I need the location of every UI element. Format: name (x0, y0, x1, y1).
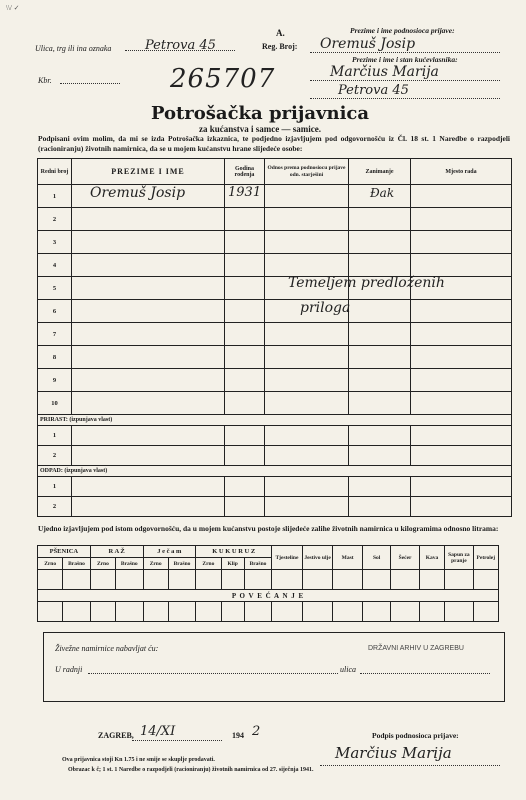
table-row (38, 446, 512, 466)
stock-increase-row (38, 602, 499, 622)
stock-group-barley: J e č a m (143, 546, 196, 558)
stock-sub-header: Brašno (116, 558, 143, 570)
table-row (38, 392, 512, 415)
stock-pasta: Tjesteline (272, 546, 303, 570)
stock-soap: Sapun za pranje (445, 546, 473, 570)
row-number: 3 (38, 231, 72, 254)
purchase-label: Živežne namirnice nabavljat ću: (55, 644, 159, 653)
prirast-label: PRIRAST: (izpunjava vlast) (38, 415, 512, 426)
col-header-year: Godina rođenja (225, 159, 265, 185)
table-row (38, 254, 512, 277)
footer-year: 194 (232, 731, 244, 740)
kbr-line (60, 83, 120, 84)
kbr-label: Kbr. (38, 76, 52, 85)
stock-oil: Jestivo ulje (302, 546, 333, 570)
footer-date: 14/XI (140, 724, 176, 739)
table-row (38, 497, 512, 517)
landlord-label: Prezime i ime i stan kućevlasnika: (352, 55, 458, 64)
stock-salt: Sol (362, 546, 390, 570)
persons-table (37, 158, 512, 517)
row-number: 4 (38, 254, 72, 277)
footer-year-hand: 2 (252, 724, 261, 739)
table-row (38, 208, 512, 231)
table-row (38, 323, 512, 346)
reg-label: Reg. Broj: (262, 42, 298, 51)
stock-sugar: Šećer (391, 546, 419, 570)
stock-sub-header: Brašno (63, 558, 90, 570)
row-number: 10 (38, 392, 72, 415)
form-subtitle: za kućanstva i samce — samice. (199, 124, 321, 134)
row-number: 2 (38, 208, 72, 231)
legal-note: Obrazac k č; 1 st. 1 Naredbe o razpodjeli (racioniranju) životnih namirnica od 27. siječnja 1941. (68, 767, 314, 773)
col-header-number: Redni broj (38, 159, 72, 185)
row-number: 8 (38, 346, 72, 369)
row1-name: Oremuš Josip (90, 185, 186, 201)
stock-values-row (38, 570, 499, 590)
stock-group-rye: R A Ž (90, 546, 143, 558)
row-number: 1 (38, 477, 72, 497)
landlord-address: Petrova 45 (338, 83, 409, 98)
table-row (38, 300, 512, 323)
form-title: Potrošačka prijavnica (150, 103, 370, 124)
stock-sub-header: Brašno (244, 558, 271, 570)
applicant-line (310, 52, 500, 53)
table-row (38, 231, 512, 254)
odpad-label: ODPAD: (izpunjava vlast) (38, 466, 512, 477)
signature-line (320, 765, 500, 766)
form-letter: A. (276, 28, 285, 38)
stock-sub-header: Zrno (143, 558, 168, 570)
stock-sub-header: Klip (221, 558, 244, 570)
row-number: 2 (38, 497, 72, 517)
applicant-label: Prezime i ime podnosioca prijave: (350, 26, 455, 35)
landlord-line-1 (310, 80, 500, 81)
street-value: Petrova 45 (145, 38, 216, 53)
row-number: 9 (38, 369, 72, 392)
table-row (38, 426, 512, 446)
row-number: 5 (38, 277, 72, 300)
stock-group-corn: K U K U R U Z (196, 546, 272, 558)
intro-text: Podpisani ovim molim, da mi se izda Potrošačka izkaznica, te podjedno izjavljujem pod odgovornošću iz Čl. 18 st. 1 Naredbe o razpodjeli (racioniranju) životnih namirnica, da se u mojem kućanstvu hrane slijedeće osobe: (38, 134, 510, 153)
top-mark: \\/ ✓ (6, 4, 20, 12)
stock-lard: Mast (333, 546, 363, 570)
col-header-relation: Odnos prema podnosiocu prijave odn. starješini (265, 159, 349, 185)
row-number: 1 (38, 426, 72, 446)
archive-stamp: DRŽAVNI ARHIV U ZAGREBU (368, 645, 464, 652)
stocks-table (37, 545, 499, 622)
purchase-box (43, 632, 505, 702)
row-number: 6 (38, 300, 72, 323)
table-row (38, 369, 512, 392)
signature: Marčius Marija (335, 744, 452, 762)
note-line-1: Temeljem predloženih (288, 275, 445, 291)
stock-coffee: Kava (419, 546, 444, 570)
signature-label: Podpis podnosioca prijave: (372, 731, 459, 740)
footer-city: ZAGREB, (98, 731, 134, 740)
stock-sub-header: Zrno (38, 558, 63, 570)
shop-line (88, 673, 338, 674)
stock-sub-header: Brašno (168, 558, 195, 570)
shop-label: U radnji (55, 665, 83, 674)
stock-sub-header: Zrno (90, 558, 115, 570)
note-line-2: priloga (300, 300, 351, 316)
application-number: 265707 (170, 64, 276, 94)
row1-year: 1931 (228, 185, 262, 200)
table-row (38, 346, 512, 369)
shop-street-line (360, 673, 490, 674)
row-number: 1 (38, 185, 72, 208)
col-header-occupation: Zanimanje (349, 159, 411, 185)
stock-sub-header: Zrno (196, 558, 221, 570)
date-line (132, 740, 222, 741)
row-number: 7 (38, 323, 72, 346)
landlord-line-2 (310, 98, 500, 99)
stock-petroleum: Petrolej (473, 546, 498, 570)
street-label: Ulica, trg ili ina oznaka (35, 44, 112, 53)
row-number: 2 (38, 446, 72, 466)
povecanje-label: P O V E Ć A N J E (38, 590, 499, 602)
stock-group-wheat: PŠENICA (38, 546, 91, 558)
stocks-intro: Ujedno izjavljujem pod istom odgovornošću, da u mojem kućanstvu postoje slijedeće zalihe životnih namirnica u kilogramima odnosno litrama: (38, 524, 499, 533)
table-row (38, 477, 512, 497)
applicant-value: Oremuš Josip (320, 36, 416, 52)
row1-occupation: Đak (370, 186, 395, 200)
col-header-name: PREZIME I IME (72, 159, 225, 185)
shop-street-label: ulica (340, 665, 356, 674)
col-header-workplace: Mjesto rada (411, 159, 512, 185)
price-note: Ova prijavnica stoji Kn 1.75 i ne smije se skuplje prodavati. (62, 757, 215, 763)
landlord-name: Marčius Marija (330, 64, 439, 80)
